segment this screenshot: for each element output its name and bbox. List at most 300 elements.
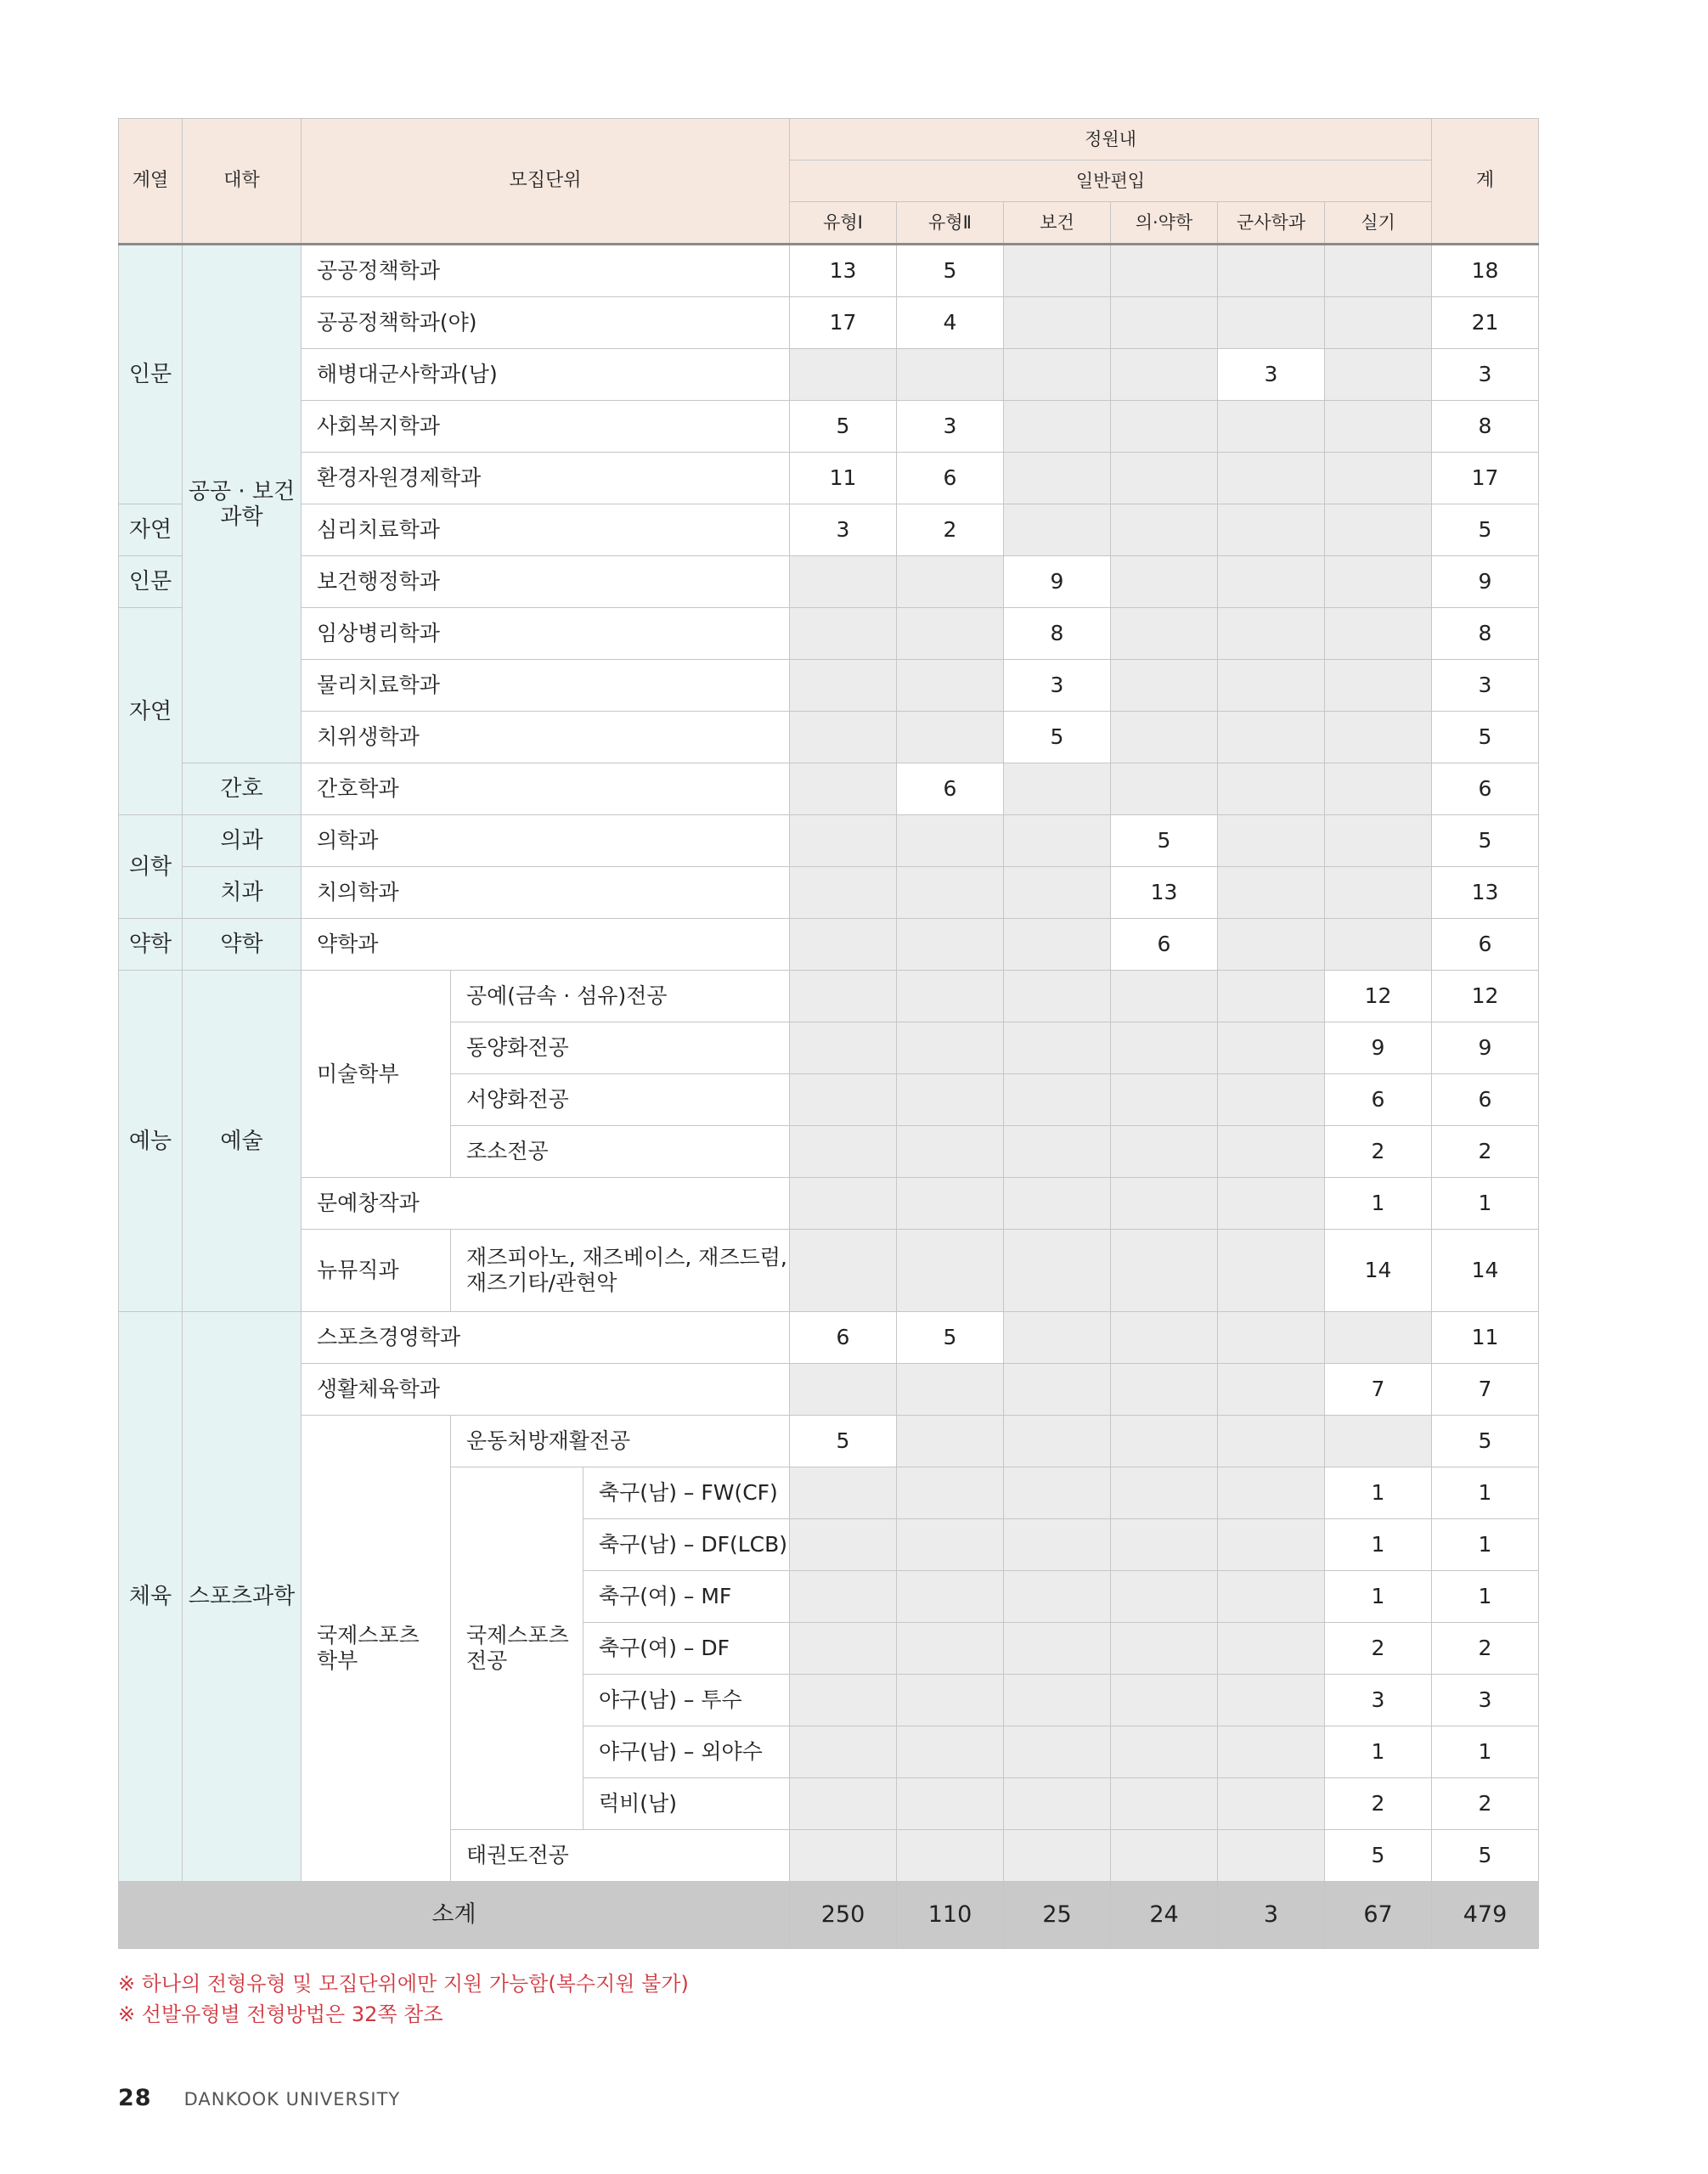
value-total: 2 <box>1432 1126 1539 1178</box>
value-health: 9 <box>1004 556 1111 608</box>
unit-name: 태권도전공 <box>451 1830 790 1882</box>
value-type2 <box>897 1416 1004 1467</box>
header-type1: 유형Ⅰ <box>790 202 897 245</box>
college-cell: 간호 <box>183 763 302 815</box>
table-row <box>119 556 1539 608</box>
value-total: 9 <box>1432 556 1539 608</box>
value-health <box>1004 1571 1111 1623</box>
value-practical <box>1325 1416 1432 1467</box>
value-military <box>1218 712 1325 763</box>
value-health <box>1004 453 1111 504</box>
value-med-pharm <box>1111 1623 1218 1675</box>
unit-name: 보건행정학과 <box>302 556 790 608</box>
value-type2 <box>897 867 1004 919</box>
value-med-pharm <box>1111 1126 1218 1178</box>
category-cell: 예능 <box>119 971 183 1312</box>
value-med-pharm <box>1111 453 1218 504</box>
table-row <box>119 815 1539 867</box>
value-total: 5 <box>1432 504 1539 556</box>
value-total: 1 <box>1432 1571 1539 1623</box>
value-total: 1 <box>1432 1519 1539 1571</box>
unit-name: 공공정책학과(야) <box>302 297 790 349</box>
table-row <box>119 763 1539 815</box>
value-military <box>1218 297 1325 349</box>
value-military <box>1218 1778 1325 1830</box>
value-type1: 13 <box>790 245 897 297</box>
value-health <box>1004 867 1111 919</box>
university-name: DANKOOK UNIVERSITY <box>183 2089 401 2109</box>
value-type1 <box>790 1571 897 1623</box>
value-total: 2 <box>1432 1778 1539 1830</box>
value-type2: 3 <box>897 401 1004 453</box>
value-med-pharm <box>1111 504 1218 556</box>
value-type1: 5 <box>790 401 897 453</box>
value-med-pharm <box>1111 1230 1218 1312</box>
value-military <box>1218 556 1325 608</box>
unit-name: 물리치료학과 <box>302 660 790 712</box>
category-cell: 체육 <box>119 1312 183 1882</box>
value-type2: 2 <box>897 504 1004 556</box>
value-health <box>1004 349 1111 401</box>
value-health <box>1004 1074 1111 1126</box>
value-med-pharm <box>1111 1519 1218 1571</box>
unit-name: 공공정책학과 <box>302 245 790 297</box>
value-type2: 6 <box>897 453 1004 504</box>
unit-name: 야구(남) – 투수 <box>583 1675 790 1726</box>
unit-name: 서양화전공 <box>451 1074 790 1126</box>
value-type2 <box>897 1571 1004 1623</box>
table-row <box>119 712 1539 763</box>
value-type2 <box>897 1467 1004 1519</box>
value-total: 3 <box>1432 1675 1539 1726</box>
value-type2 <box>897 1230 1004 1312</box>
value-med-pharm <box>1111 1778 1218 1830</box>
college-cell: 예술 <box>183 971 302 1312</box>
value-military <box>1218 504 1325 556</box>
value-practical: 14 <box>1325 1230 1432 1312</box>
college-cell: 스포츠과학 <box>183 1312 302 1882</box>
value-practical: 6 <box>1325 1074 1432 1126</box>
value-type2 <box>897 971 1004 1022</box>
value-military <box>1218 815 1325 867</box>
value-type1 <box>790 1022 897 1074</box>
value-military <box>1218 1830 1325 1882</box>
value-practical: 1 <box>1325 1571 1432 1623</box>
value-practical: 9 <box>1325 1022 1432 1074</box>
header-category: 계열 <box>119 119 183 245</box>
value-type2 <box>897 919 1004 971</box>
value-type1 <box>790 1778 897 1830</box>
value-med-pharm <box>1111 712 1218 763</box>
value-type2 <box>897 1178 1004 1230</box>
value-type1 <box>790 1675 897 1726</box>
value-type1 <box>790 556 897 608</box>
unit-name: 치위생학과 <box>302 712 790 763</box>
value-practical <box>1325 867 1432 919</box>
header-health: 보건 <box>1004 202 1111 245</box>
value-type2 <box>897 660 1004 712</box>
value-total: 5 <box>1432 1830 1539 1882</box>
value-total: 7 <box>1432 1364 1539 1416</box>
value-health <box>1004 1675 1111 1726</box>
header-college: 대학 <box>183 119 302 245</box>
value-health <box>1004 401 1111 453</box>
value-practical <box>1325 608 1432 660</box>
value-health <box>1004 1416 1111 1467</box>
value-type2: 6 <box>897 763 1004 815</box>
unit-name: 의학과 <box>302 815 790 867</box>
value-med-pharm: 6 <box>1111 919 1218 971</box>
value-total: 8 <box>1432 401 1539 453</box>
value-total: 8 <box>1432 608 1539 660</box>
value-type2 <box>897 1022 1004 1074</box>
value-total: 9 <box>1432 1022 1539 1074</box>
unit-name: 재즈피아노, 재즈베이스, 재즈드럼, 재즈기타/관현악 <box>451 1230 790 1312</box>
unit-name: 간호학과 <box>302 763 790 815</box>
subtotal-label: 소계 <box>119 1882 790 1949</box>
value-total: 1 <box>1432 1467 1539 1519</box>
header-military: 군사학과 <box>1218 202 1325 245</box>
value-type1 <box>790 1178 897 1230</box>
value-type2 <box>897 1778 1004 1830</box>
table-row <box>119 867 1539 919</box>
category-cell: 의학 <box>119 815 183 919</box>
value-type2 <box>897 1830 1004 1882</box>
value-med-pharm <box>1111 1416 1218 1467</box>
value-practical: 2 <box>1325 1126 1432 1178</box>
value-med-pharm: 13 <box>1111 867 1218 919</box>
unit-name: 야구(남) – 외야수 <box>583 1726 790 1778</box>
value-type2 <box>897 1364 1004 1416</box>
value-practical <box>1325 556 1432 608</box>
value-type2 <box>897 1726 1004 1778</box>
value-med-pharm: 5 <box>1111 815 1218 867</box>
value-military <box>1218 867 1325 919</box>
header-unit: 모집단위 <box>302 119 790 245</box>
table-row <box>119 453 1539 504</box>
value-med-pharm <box>1111 1178 1218 1230</box>
value-practical <box>1325 349 1432 401</box>
value-type1 <box>790 1230 897 1312</box>
value-type2 <box>897 1126 1004 1178</box>
note-line: ※ 선발유형별 전형방법은 32쪽 참조 <box>118 2002 443 2026</box>
value-health <box>1004 1467 1111 1519</box>
table-row <box>119 608 1539 660</box>
sub-unit-cell: 미술학부 <box>302 971 451 1178</box>
value-practical: 5 <box>1325 1830 1432 1882</box>
value-military <box>1218 660 1325 712</box>
value-type1 <box>790 919 897 971</box>
value-type2: 5 <box>897 245 1004 297</box>
value-health <box>1004 1830 1111 1882</box>
value-type1 <box>790 1126 897 1178</box>
subtotal-type2: 110 <box>897 1882 1004 1949</box>
category-cell: 인문 <box>119 245 183 504</box>
value-practical: 7 <box>1325 1364 1432 1416</box>
value-type1 <box>790 1519 897 1571</box>
value-type1 <box>790 660 897 712</box>
value-military <box>1218 763 1325 815</box>
table-row <box>119 349 1539 401</box>
value-total: 1 <box>1432 1726 1539 1778</box>
value-med-pharm <box>1111 245 1218 297</box>
value-med-pharm <box>1111 401 1218 453</box>
value-health <box>1004 297 1111 349</box>
value-type1 <box>790 763 897 815</box>
value-med-pharm <box>1111 971 1218 1022</box>
page-footer <box>118 2085 400 2111</box>
value-type1: 11 <box>790 453 897 504</box>
value-type1 <box>790 1726 897 1778</box>
note-line: ※ 하나의 전형유형 및 모집단위에만 지원 가능함(복수지원 불가) <box>118 1972 689 1996</box>
category-cell: 약학 <box>119 919 183 971</box>
value-practical: 2 <box>1325 1778 1432 1830</box>
page-number: 28 <box>118 2085 152 2111</box>
value-total: 14 <box>1432 1230 1539 1312</box>
table-row <box>119 919 1539 971</box>
value-practical <box>1325 401 1432 453</box>
value-type2 <box>897 1675 1004 1726</box>
notes <box>118 1968 689 2030</box>
value-type2 <box>897 712 1004 763</box>
subtotal-med-pharm: 24 <box>1111 1882 1218 1949</box>
unit-name: 해병대군사학과(남) <box>302 349 790 401</box>
value-military <box>1218 1022 1325 1074</box>
value-military <box>1218 1519 1325 1571</box>
value-health <box>1004 1519 1111 1571</box>
table-row <box>119 401 1539 453</box>
unit-name: 축구(남) – FW(CF) <box>583 1467 790 1519</box>
value-total: 6 <box>1432 919 1539 971</box>
value-total: 21 <box>1432 297 1539 349</box>
unit-name: 동양화전공 <box>451 1022 790 1074</box>
subtotal-military: 3 <box>1218 1882 1325 1949</box>
value-type1 <box>790 1467 897 1519</box>
value-type1: 3 <box>790 504 897 556</box>
unit-name: 축구(여) – DF <box>583 1623 790 1675</box>
college-cell: 의과 <box>183 815 302 867</box>
value-type1 <box>790 867 897 919</box>
unit-name: 치의학과 <box>302 867 790 919</box>
value-health <box>1004 1778 1111 1830</box>
sub-unit-cell: 국제스포츠 전공 <box>451 1467 583 1830</box>
value-total: 5 <box>1432 712 1539 763</box>
value-health <box>1004 1364 1111 1416</box>
value-health <box>1004 1623 1111 1675</box>
value-practical <box>1325 297 1432 349</box>
value-total: 2 <box>1432 1623 1539 1675</box>
unit-name: 운동처방재활전공 <box>451 1416 790 1467</box>
value-military <box>1218 401 1325 453</box>
value-health <box>1004 815 1111 867</box>
value-practical: 1 <box>1325 1519 1432 1571</box>
value-health <box>1004 763 1111 815</box>
value-type1 <box>790 1830 897 1882</box>
value-type1: 5 <box>790 1416 897 1467</box>
value-type2: 5 <box>897 1312 1004 1364</box>
value-health <box>1004 971 1111 1022</box>
sub-unit-cell: 국제스포츠 학부 <box>302 1416 451 1882</box>
value-military <box>1218 971 1325 1022</box>
value-practical <box>1325 504 1432 556</box>
unit-name: 공예(금속 · 섬유)전공 <box>451 971 790 1022</box>
value-type2 <box>897 1074 1004 1126</box>
table-row <box>119 1230 1539 1312</box>
value-health <box>1004 919 1111 971</box>
value-military <box>1218 919 1325 971</box>
unit-name: 조소전공 <box>451 1126 790 1178</box>
table-row <box>119 1178 1539 1230</box>
value-practical: 1 <box>1325 1178 1432 1230</box>
value-practical: 1 <box>1325 1467 1432 1519</box>
value-med-pharm <box>1111 660 1218 712</box>
value-med-pharm <box>1111 608 1218 660</box>
value-type1 <box>790 608 897 660</box>
header-med-pharm: 의·약학 <box>1111 202 1218 245</box>
value-med-pharm <box>1111 1675 1218 1726</box>
value-type2 <box>897 608 1004 660</box>
value-med-pharm <box>1111 297 1218 349</box>
header-practical: 실기 <box>1325 202 1432 245</box>
value-military <box>1218 1571 1325 1623</box>
header-general-transfer: 일반편입 <box>790 161 1432 202</box>
value-practical: 1 <box>1325 1726 1432 1778</box>
subtotal-practical: 67 <box>1325 1882 1432 1949</box>
table-row <box>119 971 1539 1022</box>
value-health <box>1004 504 1111 556</box>
value-military <box>1218 1178 1325 1230</box>
sub-unit-cell: 뉴뮤직과 <box>302 1230 451 1312</box>
value-med-pharm <box>1111 1571 1218 1623</box>
value-practical: 12 <box>1325 971 1432 1022</box>
value-total: 13 <box>1432 867 1539 919</box>
college-cell: 공공 · 보건 과학 <box>183 245 302 763</box>
value-med-pharm <box>1111 1364 1218 1416</box>
value-med-pharm <box>1111 556 1218 608</box>
value-med-pharm <box>1111 1726 1218 1778</box>
value-health <box>1004 1726 1111 1778</box>
value-type1 <box>790 349 897 401</box>
value-practical <box>1325 815 1432 867</box>
value-practical <box>1325 245 1432 297</box>
value-military <box>1218 1126 1325 1178</box>
value-med-pharm <box>1111 763 1218 815</box>
value-type2 <box>897 349 1004 401</box>
value-total: 18 <box>1432 245 1539 297</box>
value-practical <box>1325 712 1432 763</box>
table-row <box>119 504 1539 556</box>
table-row <box>119 1364 1539 1416</box>
value-practical: 2 <box>1325 1623 1432 1675</box>
value-health <box>1004 245 1111 297</box>
value-total: 6 <box>1432 763 1539 815</box>
value-type2 <box>897 1519 1004 1571</box>
header-within-quota: 정원내 <box>790 119 1432 161</box>
value-military <box>1218 1416 1325 1467</box>
value-health <box>1004 1178 1111 1230</box>
table-row <box>119 245 1539 297</box>
unit-name: 스포츠경영학과 <box>302 1312 790 1364</box>
value-military <box>1218 608 1325 660</box>
value-total: 17 <box>1432 453 1539 504</box>
value-total: 6 <box>1432 1074 1539 1126</box>
unit-name: 축구(여) – MF <box>583 1571 790 1623</box>
value-type1 <box>790 1074 897 1126</box>
value-military <box>1218 1364 1325 1416</box>
subtotal-row <box>119 1882 1539 1949</box>
subtotal-type1: 250 <box>790 1882 897 1949</box>
value-health <box>1004 1312 1111 1364</box>
value-type1 <box>790 1623 897 1675</box>
value-total: 3 <box>1432 349 1539 401</box>
unit-name: 생활체육학과 <box>302 1364 790 1416</box>
value-med-pharm <box>1111 1022 1218 1074</box>
college-cell: 약학 <box>183 919 302 971</box>
value-military: 3 <box>1218 349 1325 401</box>
value-med-pharm <box>1111 1467 1218 1519</box>
value-med-pharm <box>1111 1830 1218 1882</box>
value-total: 3 <box>1432 660 1539 712</box>
value-military <box>1218 1675 1325 1726</box>
value-military <box>1218 245 1325 297</box>
value-med-pharm <box>1111 1074 1218 1126</box>
table-row <box>119 1416 1539 1467</box>
unit-name: 임상병리학과 <box>302 608 790 660</box>
value-med-pharm <box>1111 349 1218 401</box>
unit-name: 문예창작과 <box>302 1178 790 1230</box>
value-total: 1 <box>1432 1178 1539 1230</box>
unit-name: 환경자원경제학과 <box>302 453 790 504</box>
subtotal-health: 25 <box>1004 1882 1111 1949</box>
table-row <box>119 660 1539 712</box>
value-type2 <box>897 815 1004 867</box>
value-practical <box>1325 919 1432 971</box>
value-total: 12 <box>1432 971 1539 1022</box>
value-type1 <box>790 712 897 763</box>
value-practical <box>1325 660 1432 712</box>
value-military <box>1218 1230 1325 1312</box>
category-cell: 자연 <box>119 608 183 815</box>
category-cell: 인문 <box>119 556 183 608</box>
value-health: 5 <box>1004 712 1111 763</box>
value-health: 3 <box>1004 660 1111 712</box>
value-type1 <box>790 971 897 1022</box>
value-military <box>1218 1074 1325 1126</box>
value-type1 <box>790 1364 897 1416</box>
table-row <box>119 1312 1539 1364</box>
college-cell: 치과 <box>183 867 302 919</box>
unit-name: 축구(남) – DF(LCB) <box>583 1519 790 1571</box>
value-military <box>1218 1623 1325 1675</box>
value-total: 11 <box>1432 1312 1539 1364</box>
unit-name: 럭비(남) <box>583 1778 790 1830</box>
value-total: 5 <box>1432 815 1539 867</box>
unit-name: 심리치료학과 <box>302 504 790 556</box>
value-health <box>1004 1126 1111 1178</box>
value-military <box>1218 1467 1325 1519</box>
value-health <box>1004 1022 1111 1074</box>
value-total: 5 <box>1432 1416 1539 1467</box>
value-type1: 6 <box>790 1312 897 1364</box>
value-practical <box>1325 763 1432 815</box>
subtotal-total: 479 <box>1432 1882 1539 1949</box>
value-type2: 4 <box>897 297 1004 349</box>
value-practical <box>1325 1312 1432 1364</box>
category-cell: 자연 <box>119 504 183 556</box>
value-military <box>1218 1726 1325 1778</box>
value-military <box>1218 1312 1325 1364</box>
admission-quota-table <box>118 118 1539 1949</box>
